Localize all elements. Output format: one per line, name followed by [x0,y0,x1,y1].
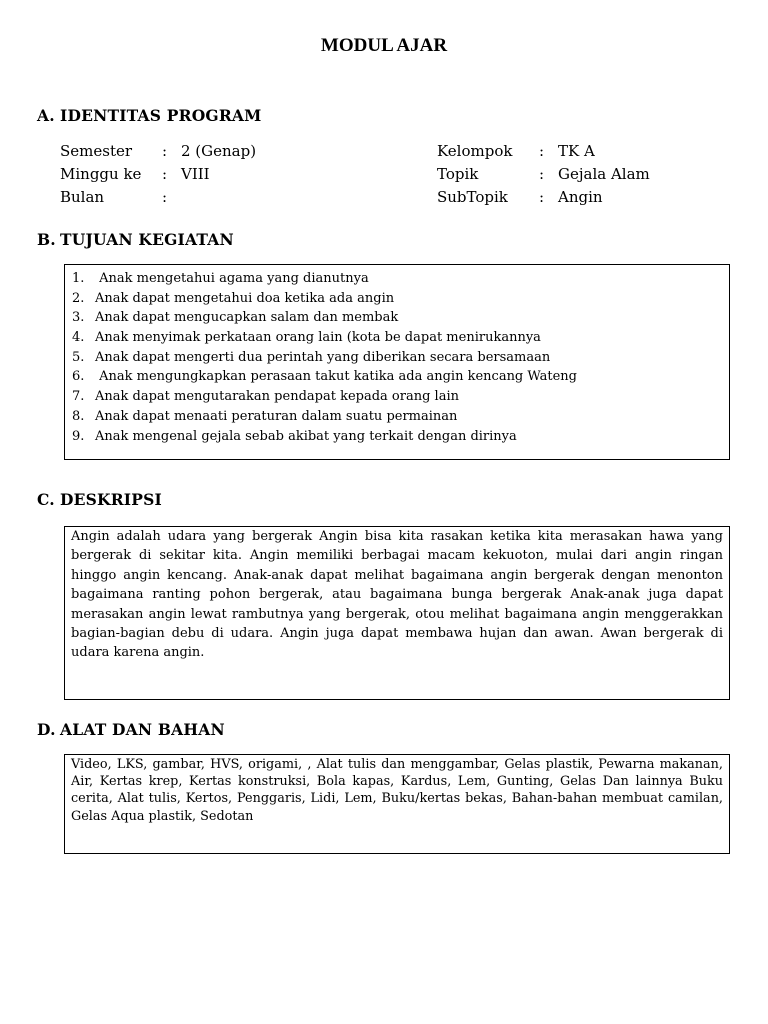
ident-separator: : [162,142,168,160]
list-item-text: Anak mengetahui agama yang dianutnya [95,271,369,286]
ident-label: SubTopik [437,188,508,206]
list-item-text: Anak dapat mengerti dua perintah yang diberikan secara bersamaan [95,349,551,365]
ident-separator: : [539,188,545,206]
section-a-title: IDENTITAS PROGRAM [60,106,262,125]
list-item-number: 7. [72,389,85,405]
list-item-text: Anak mengungkapkan perasaan takut katika ada angin kencang Wateng [95,369,577,385]
section-c-letter: C. [37,490,55,509]
ident-label: Minggu ke [60,165,142,183]
section-d-heading [37,720,225,739]
ident-value: 2 (Genap) [181,142,257,160]
ident-value: VIII [181,165,210,183]
ident-row-bulan [60,186,390,209]
description-text: Angin adalah udara yang bergerak Angin bisa kita rasakan ketika kita merasakan hawa yang bergerak di sekitar kita. Angin memiliki berbagai macam kekuoton, mulai dari angin ringan hinggo angin kencang. Anak-anak dapat melihat bagaimana angin bergerak dengan menonton bagaimana ranting pohon bergerak, atau bagaimana bunga bergerak Anak-anak juga dapat merasakan angin lewat rambutnya yang bergerak, otou melihat bagaimana angin menggerakkan bagian-bagian debu di udara. Angin juga dapat membawa hujan dan awan. Awan bergerak di udara karena angin. [71,529,723,661]
ident-row-topik [437,163,737,186]
materials-text: Video, LKS, gambar, HVS, origami, , Alat tulis dan menggambar, Gelas plastik, Pewarna makanan, Air, Kertas krep, Kertas konstruksi, Bola kapas, Kardus, Lem, Gunting, Gelas Dan lainnya Buku cerita, Alat tulis, Kertos, Penggaris, Lidi, Lem, Buku/kertas bekas, Bahan-bahan membuat camilan, Gelas Aqua plastik, Sedotan [71,757,723,824]
list-item-text: Anak dapat mengutarakan pendapat kepada orang lain [95,389,459,405]
materials-box [64,754,730,854]
list-item-number: 4. [72,330,85,346]
list-item-text: Anak menyimak perkataan orang lain (kota be dapat menirukannya [95,330,541,346]
ident-label: Kelompok [437,142,513,160]
list-item-number: 5. [72,349,85,365]
ident-separator: : [162,165,168,183]
ident-separator: : [539,142,545,160]
section-b-heading [37,230,234,249]
list-item [72,289,729,309]
ident-separator: : [162,188,168,206]
ident-value: Angin [558,188,603,206]
section-b-title: TUJUAN KEGIATAN [60,230,234,249]
ident-row-semester [60,140,390,163]
ident-label: Bulan [60,188,105,206]
list-item [72,308,729,328]
ident-label: Semester [60,142,133,160]
section-a-letter: A. [37,106,55,125]
section-c-title: DESKRIPSI [60,490,162,509]
list-item [72,269,729,289]
list-item-number: 2. [72,290,85,306]
list-item-text: Anak dapat mengucapkan salam dan membak [95,310,399,326]
list-item-text: Anak mengenal gejala sebab akibat yang terkait dengan dirinya [95,428,517,444]
list-item [72,407,729,427]
list-item [72,387,729,407]
section-b-letter: B. [37,230,56,249]
ident-row-kelompok [437,140,737,163]
ident-separator: : [539,165,545,183]
section-d-title: ALAT DAN BAHAN [60,720,225,739]
ident-row-minggu [60,163,390,186]
ident-row-subtopik [437,186,737,209]
document-title: MODUL AJAR [320,35,448,56]
list-item-text: Anak dapat mengetahui doa ketika ada angin [95,290,395,306]
list-item-text: Anak dapat menaati peraturan dalam suatu permainan [95,408,458,424]
ident-label: Topik [437,165,479,183]
goals-box [64,264,730,460]
ident-value: Gejala Alam [558,165,650,183]
list-item-number: 3. [72,310,85,326]
section-c-heading [37,490,162,509]
section-a-heading [37,106,262,125]
ident-value: TK A [558,142,595,160]
list-item [72,427,729,447]
list-item-number: 1. [72,271,85,286]
list-item [72,328,729,348]
list-item-number: 9. [72,428,85,444]
list-item [72,348,729,368]
list-item-number: 8. [72,408,85,424]
section-d-letter: D. [37,720,56,739]
list-item-number: 6. [72,369,85,385]
list-item [72,367,729,387]
goals-list [65,265,729,446]
description-box [64,526,730,700]
